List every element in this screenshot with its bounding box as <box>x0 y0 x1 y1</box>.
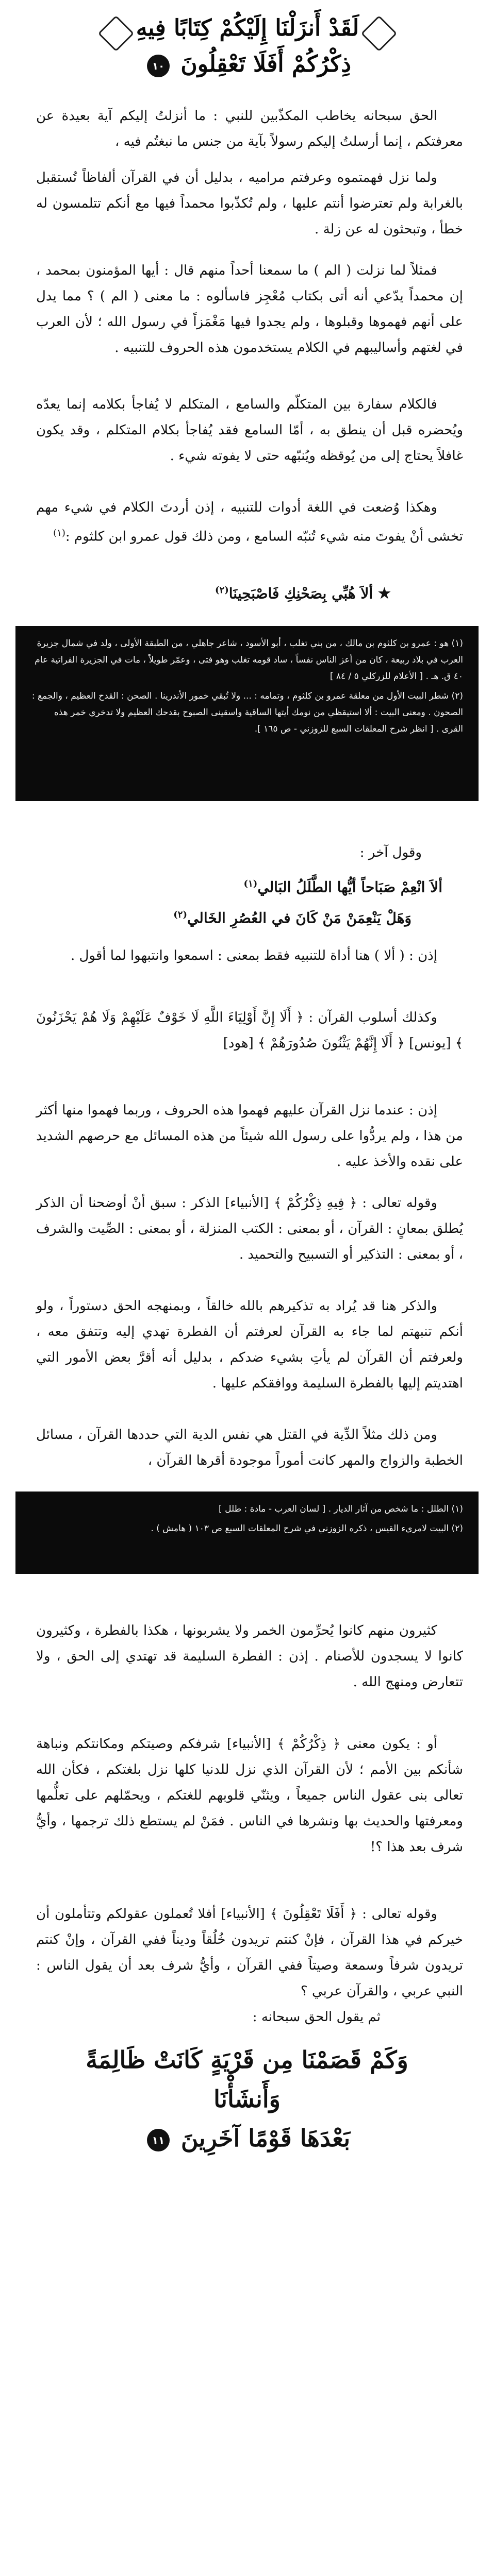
ayah-number: ١٠ <box>147 55 170 77</box>
footnotes <box>15 626 479 801</box>
paragraph: فمثلاً لما نزلت ( الم ) ما سمعنا أحداً منهم قال : أيها المؤمنون بمحمد ، إن محمداً يدّعي أنه أتى بكتاب مُعْجِز فاسألوه : ما معنى ( الم ) ؟ مما يدل على أنهم فهموها وقبلوها ، ولم يجدوا فيها مَغْمَزاً في رسول الله ؛ لأن العرب في لغتهم وأساليبهم في الكلام يستخدمون هذه الحروف للتنبيه . <box>36 263 463 355</box>
footnote: (١) هو : عمرو بن كلثوم بن مالك ، من بني تغلب ، أبو الأسود ، شاعر جاهلي ، من الطبقة الأولى ، ولد في شمال جزيرة العرب في بلاد ربيعة ، كان من أعز الناس نفساً ، ساد قومه تغلب وهو فتى ، وعمّر طويلاً ، مات في الجزيرة الفراتية عام ٤٠ ق. هـ . [ الأعلام للزركلي ٥ / ٨٤ ] <box>35 638 463 682</box>
paragraph: أو : يكون معنى ﴿ ذِكْرُكُمْ ﴾ [الأنبياء] شرفكم وصيتكم ومكانتكم ونباهة شأنكم بين الأمم ؛ لأن القرآن الذي نزل للدنيا كلها نزل بلغتكم ، فكأن الله تعالى بنى عقول الناس جميعاً ، ويثنّي قلوبهم للغتكم ، ويحمّلهم على تعلُّمها ومعرفتها والحديث بها ونشرها في الناس . فمَنْ لم يستطع ذلك ترجمها ، وأيُّ شرف بعد هذا ؟! <box>36 1736 463 1855</box>
paragraph: وكذلك أسلوب القرآن : ﴿ أَلَا إِنَّ أَوْلِيَاءَ اللَّهِ لَا خَوْفٌ عَلَيْهِمْ وَلَا هُمْ يَحْزَنُونَ ﴾ [يونس] ﴿ أَلَا إِنَّهُمْ يَثْنُونَ صُدُورَهُمْ ﴾ [هود] <box>36 1010 463 1051</box>
paragraph: ثم يقول الحق سبحانه : <box>252 2009 381 2025</box>
verse-banner <box>119 10 376 93</box>
poem-line: وَهَلْ يَنْعِمَنْ مَنْ كَانَ في العُصُرِ الخَالي$^{(٢)}$ <box>173 909 411 927</box>
paragraph: ومن ذلك مثلاً الدِّية في القتل هي نفس الدية التي حددها القرآن ، مسائل الخطبة والزواج والمهر كانت أموراً موجودة أقرها القرآن ، <box>36 1427 463 1468</box>
footnote-ref: (٢) <box>173 909 187 920</box>
verse-block <box>77 2040 417 2158</box>
paragraph: ولما نزل فهمتموه وعرفتم مراميه ، بدليل أن في القرآن ألفاظاً تُستقبل بالغرابة ولم تعترضوا أنتم عليها ، ولم تُكذّبوا محمداً فيها مع أنكم تتلمسون له خطأ ، وتبحثون له عن زلة . <box>36 170 463 237</box>
paragraph: والذكر هنا قد يُراد به تذكيرهم بالله خالقاً ، وبمنهجه الحق دستوراً ، ولو أنكم تنبهتم لما جاء به القرآن لعرفتم أن الفطرة تهدي إليه وتتفق معه ، ولعرفتم أن القرآن لم يأتِ بشيء ضدكم ، بدليل أنه أقرَّ بعض الأمور التي اهتديتم إليها بالفطرة السليمة ووافقكم عليها . <box>36 1298 463 1391</box>
paragraph: إذن : عندما نزل القرآن عليهم فهموا هذه الحروف ، وربما فهموا منها أكثر من هذا ، ولم يردُّوا على رسول الله شيئاً من هذه المسائل مع حرصهم الشديد على نقده والأخذ عليه . <box>36 1103 463 1170</box>
footnote-ref: (١) <box>243 878 258 889</box>
page-2 <box>0 829 494 1613</box>
page-1 <box>0 0 494 829</box>
paragraph: الحق سبحانه يخاطب المكذّبين للنبي : ما أنزلتُ إليكم آية بعيدة عن معرفتكم ، إنما أرسلتُ إليكم رسولاً بآية من جنس ما نبغتُم فيه ، <box>36 108 463 149</box>
footnote-ref: (١) <box>53 528 65 538</box>
ayah-number: ١١ <box>147 2129 170 2151</box>
verse-line-1: لَقَدْ أَنزَلْنَا إِلَيْكُمْ كِتَابًا فِيهِ <box>136 15 359 41</box>
paragraph: فالكلام سفارة بين المتكلّم والسامع ، المتكلم لا يُفاجأ بكلامه إنما يعدّه ويُحضره قبل أن ينطق به ، أمّا السامع فقد يُفاجأ بكلام المتكلم ، وقد يكون غافلاً يحتاج إلى من يُوقظه ويُنبّهه حتى لا يفوته شيء . <box>36 397 463 464</box>
footnote: (٢) البيت لامرىء القيس ، ذكره الزوزني في شرح المعلقات السبع ص ١٠٣ ( هامش ) . <box>151 1523 463 1534</box>
paragraph: كثيرون منهم كانوا يُحرِّمون الخمر ولا يشربونها ، هكذا بالفطرة ، وكثيرون كانوا لا يسجدون للأصنام . إذن : الفطرة السليمة قد تهتدي إلى الحق ، ولا تتعارض ومنهج الله . <box>36 1623 463 1690</box>
verse-line-1: وَكَمْ قَصَمْنَا مِن قَرْيَةٍ كَانَتْ ظَالِمَةً وَأَنشَأْنَا <box>86 2046 408 2113</box>
verse-line-2: ذِكْرُكُمْ أَفَلَا تَعْقِلُونَ ١٠ <box>119 46 376 82</box>
paragraph: وقول آخر : <box>359 845 422 860</box>
paragraph: وقوله تعالى : ﴿ أَفَلَا تَعْقِلُونَ ﴾ [الأنبياء] أفلا تُعملون عقولكم وتتأملون أن خيركم في هذا القرآن ، فإنْ كنتم تريدون خُلُقاً وديناً ففي القرآن ، وإنْ كنتم تريدون شرفاً وسمعة وصيتاً ففي القرآن ، وأيُّ شرف بعد أن يقول الناس : النبي عربي ، والقرآن عربي ؟ <box>36 1906 463 1999</box>
verse-line-2: بَعْدَهَا قَوْمًا آخَرِينَ ١١ <box>77 2119 417 2158</box>
footnotes <box>15 1492 479 1574</box>
footnote: (٢) شطر البيت الأول من معلقة عمرو بن كلثوم ، وتمامه : ... ولا تُبقي خمور الأندرينا . الصحن : القدح العظيم ، والجمع : الصحون . ومعنى البيت : ألا استيقظي من نومك أيتها الساقية واسقينى الصبوح بقدحك العظيم ولا تدخري خمر هذه القرى . [ انظر شرح المعلقات السبع للزوزني - ص ١٦٥ ]. <box>31 691 463 734</box>
paragraph: وقوله تعالى : ﴿ فِيهِ ذِكْرُكُمْ ﴾ [الأنبياء] الذكر : سبق أنْ أوضحنا أن الذكر يُطلق بمعانٍ : القرآن ، أو بمعنى : الكتب المنزلة ، أو بمعنى : الصِّيت والشرف ، أو بمعنى : التذكير أو التسبيح والتحميد . <box>36 1195 463 1262</box>
footnote: (١) الطلل : ما شخص من آثار الديار . [ لسان العرب - مادة : طلل ] <box>219 1504 463 1514</box>
footnote-ref: (٢) <box>215 585 229 596</box>
paragraph: إذن : ( ألا ) هنا أداة للتنبيه فقط بمعنى : اسمعوا وانتبهوا لما أقول . <box>71 948 437 963</box>
paragraph: وهكذا وُضعت في اللغة أدوات للتنبيه ، إذن أردتَ الكلام في شيء مهم تخشى أنْ يفوتَ منه شيء تُنبّه السامع ، ومن ذلك قول عمرو ابن كلثوم :$^{(١)}$ <box>36 500 463 545</box>
page-3 <box>0 1613 494 2576</box>
poem-line: ★ ألاَ هُبِّي بِصَحْنِكِ فَاصْبَحِينَا$^{(٢)}$ <box>215 577 391 607</box>
poem-line: ألاَ انْعِمْ صَبَاحاً أيُّها الطَّلَلُ البَالي$^{(١)}$ <box>243 878 442 896</box>
